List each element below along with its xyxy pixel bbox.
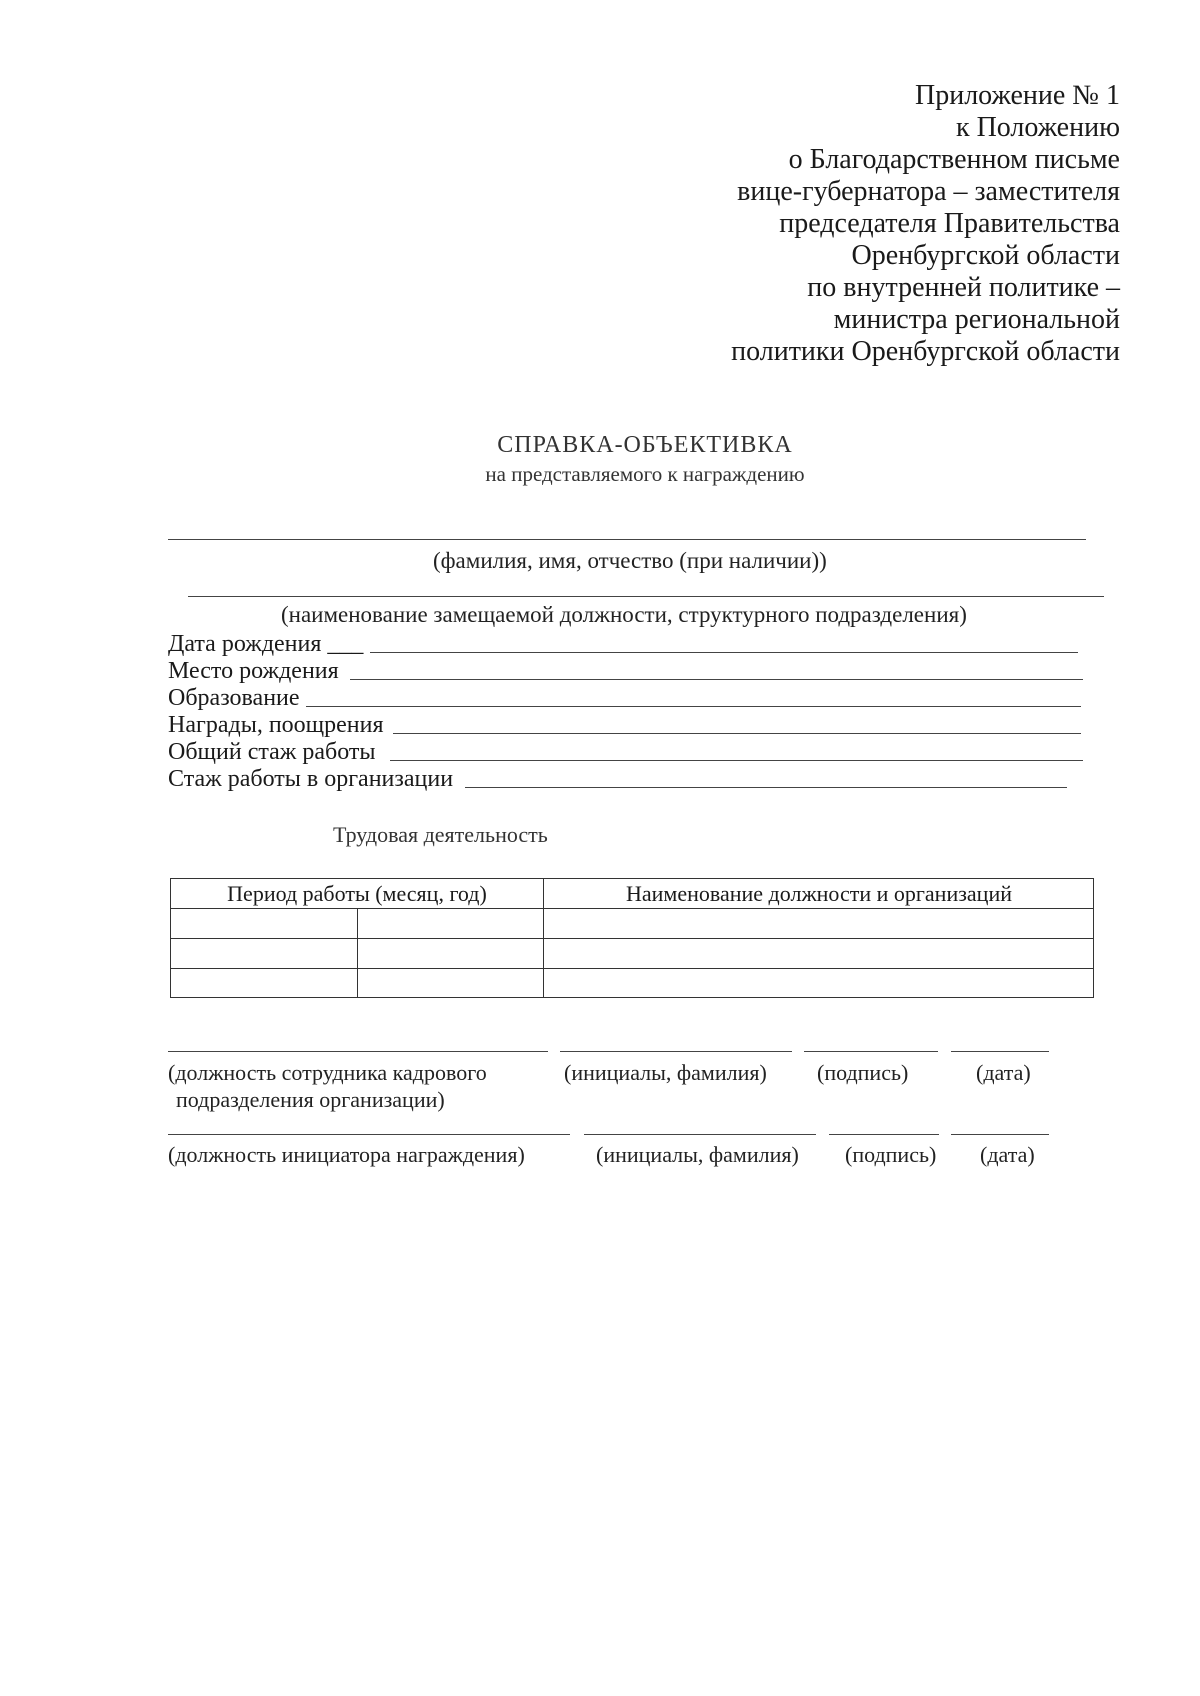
position-caption: (наименование замещаемой должности, структурного подразделения): [281, 602, 967, 627]
birth-place-line: [350, 679, 1083, 680]
initiator-signature-caption: (подпись): [845, 1142, 937, 1167]
field-birth-date: Дата рождения ___: [168, 631, 364, 657]
hr-initials-line: [560, 1051, 792, 1052]
appendix-line: вице-губернатора – заместителя: [737, 176, 1120, 207]
hr-date-line: [951, 1051, 1049, 1052]
field-education: Образование: [168, 685, 300, 711]
work-history-table: [170, 878, 1094, 998]
appendix-line: к Положению: [955, 112, 1120, 143]
hr-signature-caption: (подпись): [817, 1060, 909, 1085]
appendix-line: о Благодарственном письме: [788, 144, 1120, 175]
field-birth-place: Место рождения: [168, 658, 339, 684]
birth-date-line: [370, 652, 1078, 653]
hr-position-caption-2: подразделения организации): [176, 1087, 445, 1112]
total-experience-line: [390, 760, 1083, 761]
appendix-line: по внутренней политике –: [807, 272, 1120, 303]
position-line: [188, 596, 1104, 597]
hr-signature-line: [804, 1051, 938, 1052]
initiator-initials-caption: (инициалы, фамилия): [596, 1142, 799, 1167]
hr-initials-caption: (инициалы, фамилия): [564, 1060, 767, 1085]
education-line: [306, 706, 1081, 707]
initiator-signature-line: [829, 1134, 939, 1135]
hr-position-caption: (должность сотрудника кадрового: [168, 1060, 487, 1085]
initiator-date-caption: (дата): [980, 1142, 1035, 1167]
hr-position-line: [168, 1051, 548, 1052]
table-row-divider: [171, 938, 1093, 939]
field-total-experience: Общий стаж работы: [168, 739, 376, 765]
hr-date-caption: (дата): [976, 1060, 1031, 1085]
appendix-line: политики Оренбургской области: [731, 336, 1120, 367]
full-name-line: [168, 539, 1086, 540]
appendix-line: Приложение № 1: [915, 80, 1120, 111]
table-column-divider: [357, 909, 358, 997]
appendix-line: Оренбургской области: [851, 240, 1120, 271]
document-title: СПРАВКА-ОБЪЕКТИВКА: [497, 432, 793, 458]
table-row-divider: [171, 908, 1093, 909]
org-experience-line: [465, 787, 1067, 788]
work-section-title: Трудовая деятельность: [333, 822, 548, 847]
initiator-position-line: [168, 1134, 570, 1135]
awards-line: [393, 733, 1081, 734]
table-row-divider: [171, 968, 1093, 969]
appendix-header: [560, 80, 1120, 368]
field-org-experience: Стаж работы в организации: [168, 766, 454, 792]
table-header-position: Наименование должности и организаций: [626, 881, 1012, 906]
initiator-date-line: [951, 1134, 1049, 1135]
initiator-position-caption: (должность инициатора награждения): [168, 1142, 525, 1167]
appendix-line: председателя Правительства: [779, 208, 1120, 239]
initiator-initials-line: [584, 1134, 816, 1135]
appendix-line: министра региональной: [833, 304, 1120, 335]
document-subtitle: на представляемого к награждению: [485, 462, 805, 486]
table-header-period: Период работы (месяц, год): [227, 881, 487, 906]
full-name-caption: (фамилия, имя, отчество (при наличии)): [433, 548, 827, 573]
field-awards: Награды, поощрения: [168, 712, 384, 738]
